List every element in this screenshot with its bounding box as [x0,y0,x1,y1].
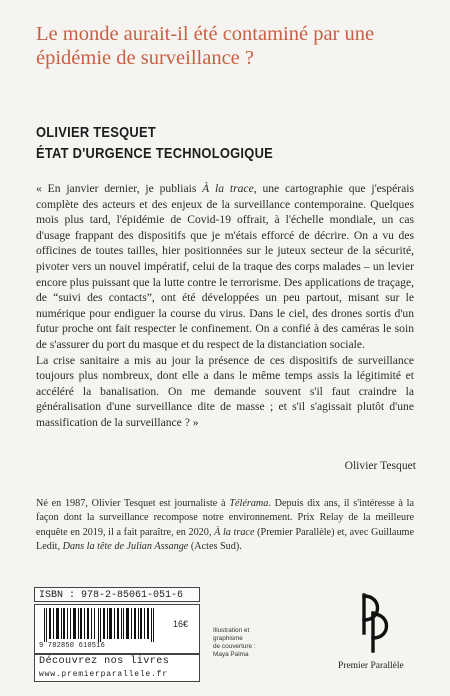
quote-signature: Olivier Tesquet [344,459,416,472]
author-name: OLIVIER TESQUET [36,124,156,141]
publisher-name: Premier Parallèle [338,661,404,671]
author-bio: Né en 1987, Olivier Tesquet est journaliste à Télérama. Depuis dix ans, il s'intéresse à la façon dont la surveillance recompose notre environnement. Prix Relay de la meilleure enquête en 2019, il a fait paraître, en 2020, À la trace (Premier Parallèle) et, avec Guillaume Ledit, Dans la tête de Julian Assange (Actes Sud). [36,498,415,552]
website-link[interactable]: www.premierparallele.fr [39,670,168,679]
barcode-icon [38,608,162,642]
bio-book-1: À la trace [214,526,255,538]
publisher-logo-icon [358,591,394,655]
website-promo [34,654,200,682]
cover-credits: Illustration et graphisme de couverture : Maya Palma [213,627,256,658]
ean-digits: 9 782850 610516 [39,642,106,650]
cover-tagline: Le monde aurait-il été contaminé par une épidémie de surveillance ? [36,23,375,69]
quote-paragraph-2: La crise sanitaire a mis au jour la présence de ces dispositifs de surveillance toujours plus nombreux, dont elle a dans le même temps assis la légitimité et accéléré la banalisation. On me demande souvent s'il faut craindre la généralisation d'une surveillance dite de masse ; et s'il s'agissait plutôt d'une massification de la surveillance ? » [36,353,414,429]
isbn-label: ISBN : 978-2-85061-051-6 [34,587,200,602]
quote-paragraph-1: « En janvier dernier, je publiais À la trace, une cartographie que j'espérais complète des acteurs et des enjeux de la surveillance contemporaine. Quelques mois plus tard, l'épidémie de Covid-19 offrait, à l'échelle mondiale, un cas d'usage frappant des dispositifs que je m'étais efforcé de décrire. On a vu des officines de toutes tailles, hier positionnées sur le juteux secteur de la sécurité, pivoter vers un nouvel impératif, celui de la traque des corps malades – un levier encore plus puissant que la lutte contre le terrorisme. Des applications de traçage, de “suivi des contacts”, ont été développées un peu partout, misant sur le numérique pour endiguer la course du virus. Dans le ciel, des drones sortis d'un futur proche ont fait respecter le confinement. On a confié à des caméras le soin de s'assurer du port du masque et du respect de la distanciation sociale. [36,182,414,351]
book-title: ÉTAT D'URGENCE TECHNOLOGIQUE [36,145,274,162]
barcode-panel [34,604,200,654]
price-label: 16€ [173,619,189,629]
promo-headline: Découvrez nos livres [39,656,170,667]
quote-book-title: À la trace [202,182,254,195]
bio-magazine: Télérama [229,498,269,509]
bio-book-2: Dans la tête de Julian Assange [62,540,189,552]
author-quote [36,181,414,431]
